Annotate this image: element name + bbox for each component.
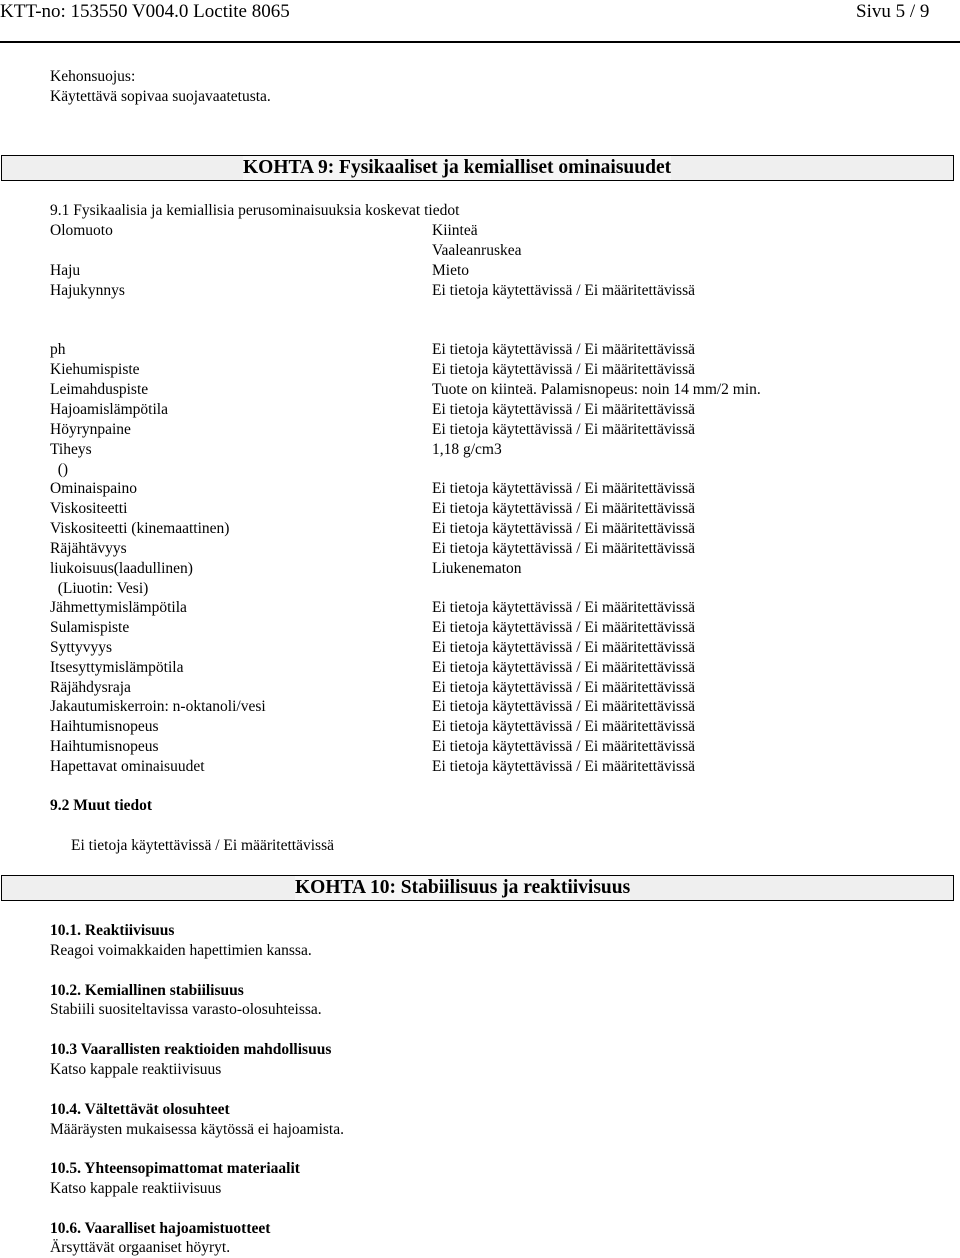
property-value: Ei tietoja käytettävissä / Ei määritettävissä: [432, 659, 695, 676]
document-id: KTT-no: 153550 V004.0 Loctite 8065: [0, 1, 290, 22]
subsection-heading: 10.3 Vaarallisten reaktioiden mahdollisuus: [50, 1041, 332, 1058]
property-label: ph: [50, 341, 66, 358]
property-label: Hapettavat ominaisuudet: [50, 758, 205, 775]
property-label: Hajoamislämpötila: [50, 401, 168, 418]
property-value: Mieto: [432, 262, 470, 279]
property-value: Kiinteä: [432, 222, 478, 239]
section-9-title: KOHTA 9: Fysikaaliset ja kemialliset ominaisuudet: [243, 157, 672, 178]
property-value: Ei tietoja käytettävissä / Ei määritettävissä: [432, 500, 695, 517]
property-value: Ei tietoja käytettävissä / Ei määritettävissä: [432, 679, 695, 696]
subsection-text: Katso kappale reaktiivisuus: [50, 1061, 222, 1078]
subsection-heading: 10.2. Kemiallinen stabiilisuus: [50, 982, 244, 999]
property-label: Hajukynnys: [50, 282, 125, 299]
property-value: Ei tietoja käytettävissä / Ei määritettävissä: [432, 639, 695, 656]
property-label: Haju: [50, 262, 81, 279]
subsection-text: Reagoi voimakkaiden hapettimien kanssa.: [50, 942, 312, 959]
property-label: Olomuoto: [50, 222, 113, 239]
section-9-2-text: Ei tietoja käytettävissä / Ei määritettävissä: [71, 837, 334, 854]
property-value: Ei tietoja käytettävissä / Ei määritettävissä: [432, 738, 695, 755]
property-value: Liukenematon: [432, 560, 522, 577]
property-label: Tiheys: [50, 441, 92, 458]
property-label: (Liuotin: Vesi): [50, 580, 149, 597]
subsection-heading: 10.6. Vaaralliset hajoamistuotteet: [50, 1220, 271, 1237]
property-value: Ei tietoja käytettävissä / Ei määritettävissä: [432, 341, 695, 358]
property-value: Ei tietoja käytettävissä / Ei määritettävissä: [432, 599, 695, 616]
property-value: Ei tietoja käytettävissä / Ei määritettävissä: [432, 619, 695, 636]
property-label: Kiehumispiste: [50, 361, 140, 378]
section-9-1-subtitle: 9.1 Fysikaalisia ja kemiallisia perusominaisuuksia koskevat tiedot: [50, 202, 460, 219]
property-label: liukoisuus(laadullinen): [50, 560, 193, 577]
property-value: Vaaleanruskea: [432, 242, 522, 259]
subsection-heading: 10.1. Reaktiivisuus: [50, 922, 175, 939]
subsection-text: Ärsyttävät orgaaniset höyryt.: [50, 1239, 231, 1256]
section-10-title: KOHTA 10: Stabiilisuus ja reaktiivisuus: [295, 877, 631, 898]
property-label: Leimahduspiste: [50, 381, 149, 398]
property-value: Ei tietoja käytettävissä / Ei määritettävissä: [432, 520, 695, 537]
property-label: Räjähtävyys: [50, 540, 127, 557]
property-value: Ei tietoja käytettävissä / Ei määritettävissä: [432, 718, 695, 735]
property-label: Ominaispaino: [50, 480, 137, 497]
property-label: Haihtumisnopeus: [50, 738, 159, 755]
property-label: Viskositeetti (kinemaattinen): [50, 520, 230, 537]
property-value: Ei tietoja käytettävissä / Ei määritettävissä: [432, 361, 695, 378]
subsection-text: Määräysten mukaisessa käytössä ei hajoamista.: [50, 1121, 344, 1138]
property-value: Ei tietoja käytettävissä / Ei määritettävissä: [432, 282, 695, 299]
property-label: Jähmettymislämpötila: [50, 599, 187, 616]
property-value: Ei tietoja käytettävissä / Ei määritettävissä: [432, 401, 695, 418]
property-value: Tuote on kiinteä. Palamisnopeus: noin 14 mm/2 min.: [432, 381, 761, 398]
subsection-heading: 10.5. Yhteensopimattomat materiaalit: [50, 1160, 300, 1177]
page-number: Sivu 5 / 9: [856, 1, 930, 22]
property-label: Sulamispiste: [50, 619, 130, 636]
property-value: Ei tietoja käytettävissä / Ei määritettävissä: [432, 480, 695, 497]
subsection-text: Stabiili suositeltavissa varasto-olosuhteissa.: [50, 1001, 322, 1018]
property-label: (): [50, 461, 69, 478]
property-value: 1,18 g/cm3: [432, 441, 502, 458]
body-protection-text: Käytettävä sopivaa suojavaatetusta.: [50, 88, 271, 105]
property-label: Viskositeetti: [50, 500, 128, 517]
property-value: Ei tietoja käytettävissä / Ei määritettävissä: [432, 540, 695, 557]
property-label: Jakautumiskerroin: n-oktanoli/vesi: [50, 698, 266, 715]
section-9-2-title: 9.2 Muut tiedot: [50, 797, 153, 814]
property-value: Ei tietoja käytettävissä / Ei määritettävissä: [432, 421, 695, 438]
property-label: Räjähdysraja: [50, 679, 131, 696]
subsection-heading: 10.4. Vältettävät olosuhteet: [50, 1101, 230, 1118]
property-label: Itsesyttymislämpötila: [50, 659, 184, 676]
subsection-text: Katso kappale reaktiivisuus: [50, 1180, 222, 1197]
body-protection-label: Kehonsuojus:: [50, 68, 136, 85]
property-value: Ei tietoja käytettävissä / Ei määritettävissä: [432, 698, 695, 715]
property-value: Ei tietoja käytettävissä / Ei määritettävissä: [432, 758, 695, 775]
property-label: Syttyvyys: [50, 639, 113, 656]
header-divider: [0, 41, 960, 43]
property-label: Haihtumisnopeus: [50, 718, 159, 735]
property-label: Höyrynpaine: [50, 421, 131, 438]
